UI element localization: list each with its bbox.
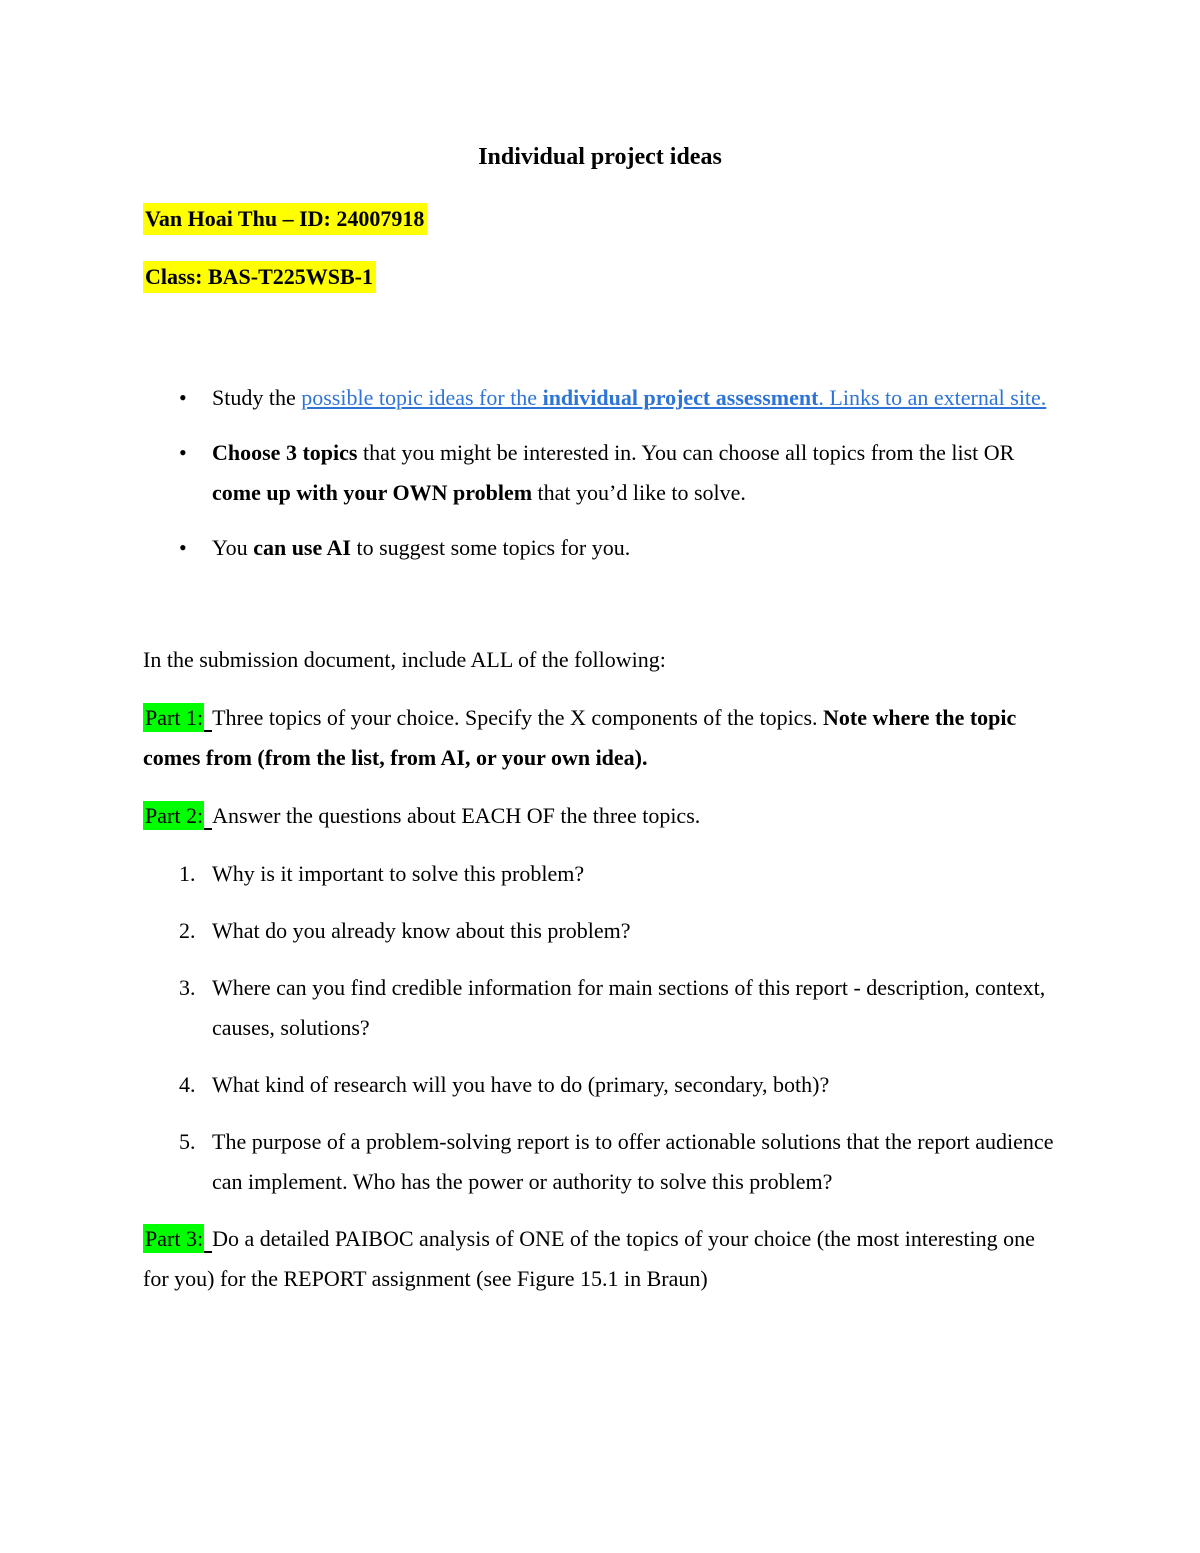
part-2-label: Part 2: — [145, 803, 204, 828]
question-number: 3. — [179, 975, 196, 1000]
part-3-label: Part 3: — [145, 1226, 204, 1251]
choose-text-1: that you might be interested in. You can choose all topics from the list OR — [357, 440, 1015, 465]
part-1-label: Part 1: — [145, 705, 204, 730]
bullet-icon: • — [179, 440, 187, 465]
ai-text-2: to suggest some topics for you. — [350, 535, 631, 560]
question-number: 5. — [179, 1129, 196, 1154]
question-item-2 — [143, 911, 1057, 951]
bullet-item-choose — [143, 433, 1057, 513]
question-text: The purpose of a problem-solving report is to offer actionable solutions that the report audience can implement. Who has the power or authority to solve this problem? — [212, 1129, 1054, 1194]
choose-bold-1: Choose 3 topics — [212, 440, 358, 465]
question-number: 2. — [179, 918, 196, 943]
question-item-3 — [143, 968, 1057, 1048]
part-3-text: Do a detailed PAIBOC analysis of ONE of the topics of your choice (the most interesting one for you) for the REPORT assignment (see Figure 15.1 in Braun) — [143, 1226, 1035, 1291]
bullet-study-text: Study the — [212, 385, 302, 410]
question-text: What do you already know about this problem? — [212, 918, 631, 943]
link-text-end: . Links to an external site. — [818, 385, 1047, 410]
part-1-text: Three topics of your choice. Specify the X components of the topics. — [212, 705, 824, 730]
question-number: 1. — [179, 861, 196, 886]
part-3-label-underline — [143, 1226, 212, 1253]
part-2-text: Answer the questions about EACH OF the three topics. — [212, 803, 701, 828]
question-text: Why is it important to solve this problem? — [212, 861, 585, 886]
choose-text-2: that you’d like to solve. — [532, 480, 746, 505]
question-number: 4. — [179, 1072, 196, 1097]
ai-bold: can use AI — [253, 535, 351, 560]
author-id-line — [143, 203, 1057, 235]
part-1-bold-text: Note where the topic comes from (from the list, from AI, or your own idea). — [143, 705, 1017, 770]
bullet-item-ai — [143, 528, 1057, 568]
questions-list — [143, 854, 1057, 1202]
question-item-5 — [143, 1122, 1057, 1202]
submission-intro: In the submission document, include ALL of the following: — [143, 647, 666, 672]
class-highlight: Class: BAS-T225WSB-1 — [143, 261, 376, 293]
question-item-4 — [143, 1065, 1057, 1105]
class-line — [143, 261, 1057, 293]
ai-text-1: You — [212, 535, 254, 560]
document-title: Individual project ideas — [478, 144, 722, 170]
instructions-bullet-list — [143, 378, 1057, 568]
part-3-paragraph — [143, 1219, 1057, 1299]
bullet-icon: • — [179, 385, 187, 410]
bullet-icon: • — [179, 535, 187, 560]
question-text: What kind of research will you have to do (primary, secondary, both)? — [212, 1072, 830, 1097]
link-text-bold: individual project assessment — [542, 385, 819, 410]
part-1-label-underline — [143, 705, 212, 732]
bullet-item-study — [143, 378, 1057, 418]
question-item-1 — [143, 854, 1057, 894]
author-id-highlight: Van Hoai Thu – ID: 24007918 — [143, 203, 427, 235]
part-2-paragraph — [143, 796, 1057, 836]
link-text-start: possible topic ideas for the — [301, 385, 543, 410]
choose-bold-2: come up with your OWN problem — [212, 480, 533, 505]
part-1-paragraph — [143, 698, 1057, 778]
topic-ideas-external-link[interactable] — [301, 385, 1046, 410]
part-2-label-underline — [143, 803, 212, 830]
question-text: Where can you find credible information for main sections of this report - description, context, causes, solutions? — [212, 975, 1046, 1040]
